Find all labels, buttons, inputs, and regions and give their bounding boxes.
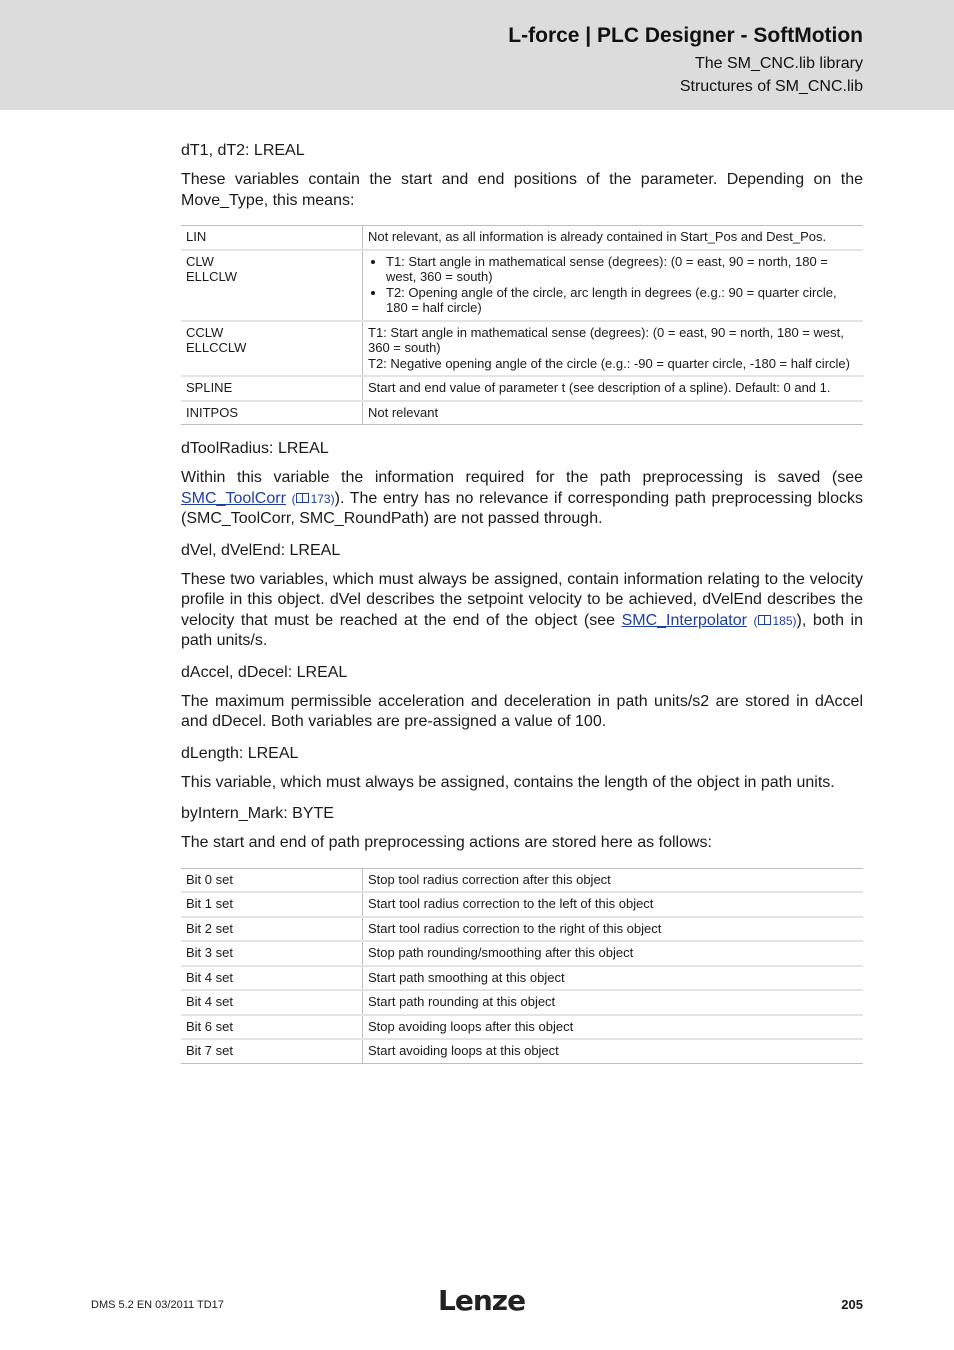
page-reference[interactable]: ( 185) bbox=[753, 613, 797, 628]
table-row bbox=[181, 892, 863, 917]
move-type-table bbox=[181, 225, 863, 425]
move-type-name: ELLCLW bbox=[186, 269, 238, 284]
description-line: T2: Negative opening angle of the circle (e.g.: -90 = quarter circle, -180 = half circle) bbox=[368, 355, 850, 371]
move-type-cell: INITPOS bbox=[181, 401, 363, 425]
paragraph-text: Within this variable the information required for the path preprocessing is saved (see bbox=[181, 469, 863, 486]
chapter-title: The SM_CNC.lib library bbox=[694, 55, 863, 72]
description-cell: Start avoiding loops at this object bbox=[363, 1039, 864, 1063]
paragraph-text: These two variables, which must always be assigned, contain information relating to the velocity profile in this object. dVel describes the setpoint velocity to be achieved, dVelEnd describes the velocity that must be reached at the end of the object (see bbox=[181, 570, 863, 629]
smc-toolcorr-link[interactable]: SMC_ToolCorr bbox=[181, 489, 286, 507]
description-cell: Not relevant, as all information is already contained in Start_Pos and Dest_Pos. bbox=[363, 226, 864, 250]
table-row bbox=[181, 990, 863, 1015]
paragraph-text: ). The entry has no relevance if corresponding path preprocessing blocks (SMC_ToolCorr, SMC_RoundPath) are not passed through. bbox=[181, 489, 864, 527]
heading-dlength: dLength: LREAL bbox=[181, 744, 299, 762]
move-type-cell: LIN bbox=[181, 226, 363, 250]
heading-daccel: dAccel, dDecel: LREAL bbox=[181, 663, 348, 681]
bullet-list bbox=[368, 254, 858, 316]
bit-cell: Bit 1 set bbox=[181, 892, 363, 917]
bit-cell: Bit 2 set bbox=[181, 917, 363, 942]
bit-cell: Bit 0 set bbox=[181, 868, 363, 892]
page-content bbox=[181, 140, 863, 1077]
move-type-cell bbox=[181, 250, 363, 321]
book-icon bbox=[758, 615, 771, 625]
table-row bbox=[181, 868, 863, 892]
paragraph-daccel: The maximum permissible acceleration and deceleration in path units/s2 are stored in dAccel and dDecel. Both variables are pre-assigned a value of 100. bbox=[181, 692, 863, 730]
bit-cell: Bit 3 set bbox=[181, 941, 363, 966]
paragraph-text: ), both in path units/s. bbox=[181, 611, 863, 649]
bit-cell: Bit 6 set bbox=[181, 1015, 363, 1040]
heading-dtoolradius: dToolRadius: LREAL bbox=[181, 440, 329, 457]
paragraph-byintern-mark: The start and end of path preprocessing actions are stored here as follows: bbox=[181, 834, 712, 851]
table-row bbox=[181, 917, 863, 942]
smc-interpolator-link[interactable]: SMC_Interpolator bbox=[621, 611, 747, 629]
document-title: L-force | PLC Designer - SoftMotion bbox=[508, 24, 863, 47]
description-cell: Start tool radius correction to the right of this object bbox=[363, 917, 864, 942]
description-cell: Stop avoiding loops after this object bbox=[363, 1015, 864, 1040]
bit-cell: Bit 4 set bbox=[181, 966, 363, 991]
description-cell: Start path rounding at this object bbox=[363, 990, 864, 1015]
description-cell bbox=[363, 250, 864, 321]
move-type-name: ELLCCLW bbox=[186, 340, 247, 355]
page-reference-number: 173 bbox=[310, 491, 331, 506]
description-cell: Start and end value of parameter t (see description of a spline). Default: 0 and 1. bbox=[363, 376, 864, 401]
description-cell: Start tool radius correction to the left of this object bbox=[363, 892, 864, 917]
table-row bbox=[181, 321, 863, 377]
page-header bbox=[0, 0, 954, 110]
paragraph-dt1-dt2: These variables contain the start and end positions of the parameter. Depending on the Move_Type, this means: bbox=[181, 171, 863, 209]
document-code: DMS 5.2 EN 03/2011 TD17 bbox=[91, 1299, 224, 1311]
table-row bbox=[181, 376, 863, 401]
description-cell: Stop path rounding/smoothing after this object bbox=[363, 941, 864, 966]
table-row bbox=[181, 1015, 863, 1040]
bit-cell: Bit 4 set bbox=[181, 990, 363, 1015]
paragraph-dvel bbox=[181, 570, 863, 652]
description-cell: Start path smoothing at this object bbox=[363, 966, 864, 991]
move-type-cell bbox=[181, 321, 363, 377]
table-row bbox=[181, 226, 863, 250]
table-row bbox=[181, 1039, 863, 1063]
bit-table bbox=[181, 868, 863, 1064]
page-reference-number: 185 bbox=[772, 613, 793, 628]
heading-byintern-mark: byIntern_Mark: BYTE bbox=[181, 805, 334, 822]
list-item: • T1: Start angle in mathematical sense (degrees): (0 = east, 90 = north, 180 = west, 360 = south) bbox=[386, 254, 858, 285]
lenze-logo: Lenze bbox=[438, 1284, 526, 1317]
move-type-name: CLW bbox=[186, 253, 214, 269]
bit-cell: Bit 7 set bbox=[181, 1039, 363, 1063]
page-number: 205 bbox=[841, 1297, 863, 1312]
move-type-name: CCLW bbox=[186, 324, 224, 340]
table-row bbox=[181, 401, 863, 425]
move-type-cell: SPLINE bbox=[181, 376, 363, 401]
heading-dt1-dt2: dT1, dT2: LREAL bbox=[181, 142, 305, 159]
heading-dvel: dVel, dVelEnd: LREAL bbox=[181, 541, 341, 559]
book-icon bbox=[296, 493, 309, 503]
list-item: • T2: Opening angle of the circle, arc length in degrees (e.g.: 90 = quarter circle, 180 = half circle) bbox=[386, 285, 858, 316]
table-row bbox=[181, 941, 863, 966]
description-cell: Stop tool radius correction after this object bbox=[363, 868, 864, 892]
page-reference[interactable]: ( 173) bbox=[291, 491, 335, 506]
paragraph-dlength: This variable, which must always be assigned, contains the length of the object in path units. bbox=[181, 773, 835, 791]
description-cell bbox=[363, 321, 864, 377]
description-line: T1: Start angle in mathematical sense (degrees): (0 = east, 90 = north, 180 = west, 360 = south) bbox=[368, 324, 844, 355]
description-cell: Not relevant bbox=[363, 401, 864, 425]
section-title: Structures of SM_CNC.lib bbox=[679, 78, 863, 95]
paragraph-dtoolradius bbox=[181, 468, 863, 530]
table-row bbox=[181, 250, 863, 321]
table-row bbox=[181, 966, 863, 991]
